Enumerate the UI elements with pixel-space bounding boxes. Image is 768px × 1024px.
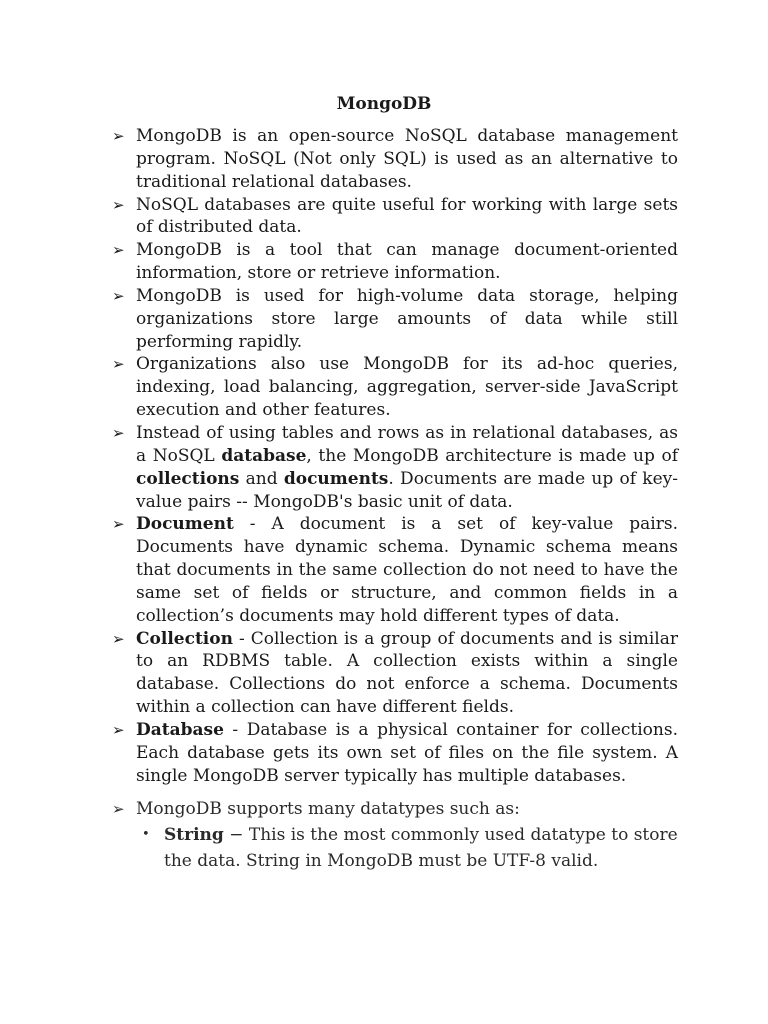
sub-list-item-text: − This is the most commonly used datatype to store the data. String in MongoDB must be UTF-8 valid. [164,825,678,872]
list-item-text: - Collection is a group of documents and is similar to an RDBMS table. A collection exists within a single database. Collections do not enforce a schema. Documents within a collection can have different fields. [136,628,678,718]
arrow-bullet-icon: ➢ [112,241,125,260]
arrow-bullet-icon: ➢ [112,800,125,819]
arrow-bullet-icon: ➢ [112,195,125,214]
dot-bullet-icon: • [142,827,150,843]
list-item [112,353,678,422]
list-item-text: , the MongoDB architecture is made up of [306,445,678,466]
list-item [112,125,678,194]
list-item [112,239,678,285]
list-item-text: Organizations also use MongoDB for its ad-hoc queries, indexing, load balancing, aggregation, server-side JavaScript execution and other features. [136,354,678,421]
list-item-text: - A document is a set of key-value pairs. Documents have dynamic schema. Dynamic schema means that documents in the same collection do not need to have the same set of fields or structure, and common fields in a collection’s documents may hold different types of data. [136,514,678,626]
list-item [112,628,678,719]
bold-term: Database [136,719,224,740]
arrow-bullet-icon: ➢ [112,127,125,145]
list-item-text: MongoDB supports many datatypes such as: [136,799,520,820]
page-title: MongoDB [336,94,432,114]
list-item [112,194,678,240]
list-item-text: MongoDB is an open-source NoSQL database management program. NoSQL (Not only SQL) is used as an alternative to traditional relational databases. [136,126,678,192]
list-item-text: Instead of using tables and rows as in relational databases, as a NoSQL [136,422,678,466]
list-item [112,285,678,354]
bold-term: documents [283,468,389,489]
bullet-list [112,125,678,874]
list-item [112,719,678,788]
list-item-text: MongoDB is used for high-volume data storage, helping organizations store large amounts of data while still performing rapidly. [136,285,678,352]
list-item-text: . Documents are made up of key-value pairs -- MongoDB's basic unit of data. [136,468,678,512]
arrow-bullet-icon: ➢ [112,629,125,648]
list-item-text: NoSQL databases are quite useful for working with large sets of distributed data. [136,194,678,238]
arrow-bullet-icon: ➢ [112,423,125,442]
list-item [112,797,678,874]
bold-term: database [221,445,307,466]
list-item [112,513,678,627]
arrow-bullet-icon: ➢ [112,355,125,374]
list-item-text: MongoDB is a tool that can manage document-oriented information, store or retrieve information. [136,240,678,284]
list-item [112,422,678,513]
arrow-bullet-icon: ➢ [112,720,125,739]
arrow-bullet-icon: ➢ [112,515,125,534]
bold-term: collections [136,468,240,489]
bold-term: Document [136,514,234,535]
list-item-text: - Database is a physical container for collections. Each database gets its own set of files on the file system. A single MongoDB server typically has multiple databases. [136,719,678,786]
arrow-bullet-icon: ➢ [112,286,125,305]
bold-term: Collection [136,628,233,649]
sub-list [136,822,678,874]
bold-term: String [164,825,224,846]
sub-list-item [136,822,678,874]
list-item-text: and [239,468,284,489]
